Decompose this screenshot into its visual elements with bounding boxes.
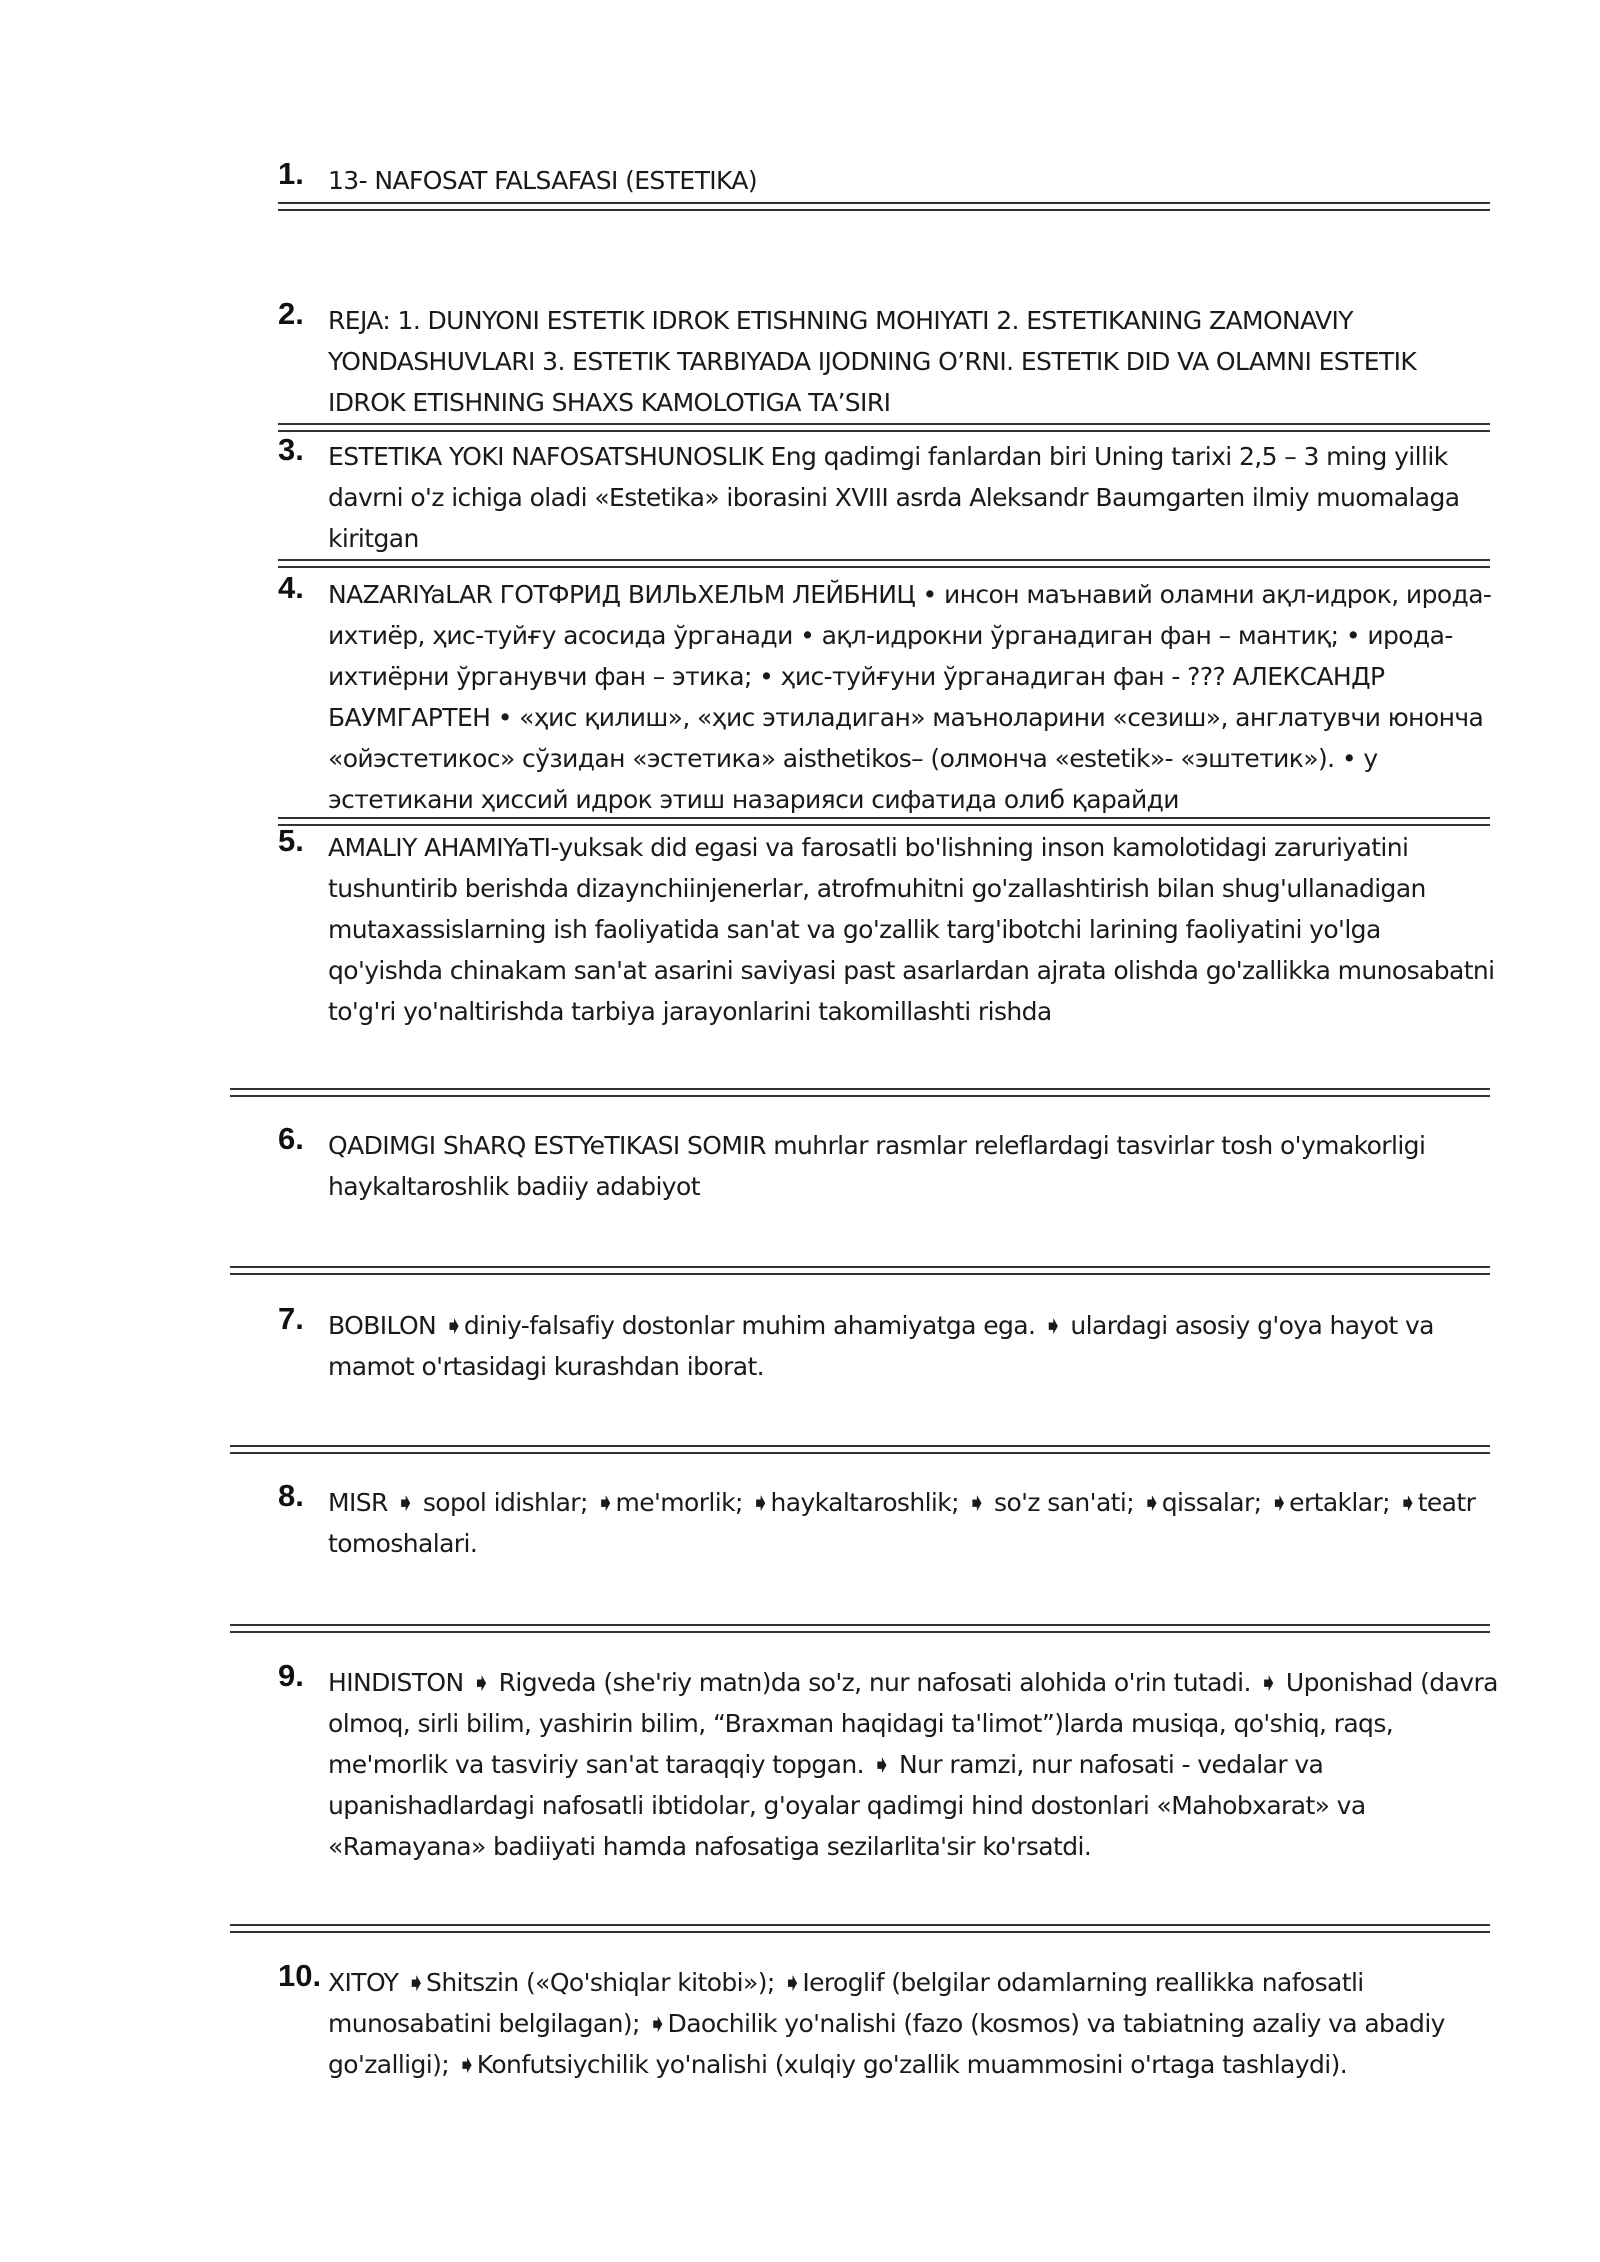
item-text: MISR ➧ sopol idishlar; ➧me'morlik; ➧haykaltaroshlik; ➧ so'z san'ati; ➧qissalar; ➧ertaklar; ➧teatr tomoshalari. [328, 1488, 1476, 1558]
divider [230, 1924, 1490, 1933]
divider [278, 817, 1490, 826]
list-item-7 [278, 1301, 1498, 1387]
item-number: 2. [278, 296, 304, 331]
item-text: NAZARIYaLAR ГОТФРИД ВИЛЬХЕЛЬМ ЛЕЙБНИЦ • инсон маънавий оламни ақл-идрок, ирода-ихтиёр, ҳис-туйғу асосида ўрганади • ақл-идрокни ўрганадиган фан – мантиқ; • ирода-ихтиёрни ўрганувчи фан – этика; • ҳис-туйғуни ўрганадиган фан - ??? АЛЕКСАНДР БАУМГАРТЕН • «ҳис қилиш», «ҳис этиладиган» маъноларини «сезиш», англатувчи юнонча «ойэстетикос» сўзидан «эстетика» aisthetikos– (олмонча «estetik»- «эштетик»). • у эстетикани ҳиссий идрок этиш назарияси сифатида олиб қарайди [328, 580, 1492, 814]
item-text: 13- NAFOSAT FALSAFASI (ESTETIKA) [328, 166, 758, 195]
item-number: 8. [278, 1478, 304, 1513]
item-text: ESTETIKA YOKI NAFOSATSHUNOSLIK Eng qadimgi fanlardan biri Uning tarixi 2,5 – 3 ming yillik davrni o'z ichiga oladi «Estetika» iborasini XVIII asrda Aleksandr Baumgarten ilmiy muomalaga kiritgan [328, 442, 1460, 553]
divider [278, 559, 1490, 568]
divider [230, 1266, 1490, 1275]
item-number: 10. [278, 1958, 322, 1993]
list-item-8 [278, 1478, 1498, 1564]
item-number: 9. [278, 1658, 304, 1693]
item-text: BOBILON ➧diniy-falsafiy dostonlar muhim ahamiyatga ega. ➧ ulardagi asosiy g'oya hayot va mamot o'rtasidagi kurashdan iborat. [328, 1311, 1434, 1381]
divider [278, 423, 1490, 432]
item-number: 3. [278, 432, 304, 467]
list-item-2 [278, 296, 1498, 423]
divider [230, 1445, 1490, 1454]
list-item-3 [278, 432, 1498, 559]
item-number: 1. [278, 156, 304, 191]
item-text: HINDISTON ➧ Rigveda (she'riy matn)da so'z, nur nafosati alohida o'rin tutadi. ➧ Uponishad (davra olmoq, sirli bilim, yashirin bilim, “Braxman haqidagi ta'limot”)larda musiqa, qo'shiq, raqs, me'morlik va tasviriy san'at taraqqiy topgan. ➧ Nur ramzi, nur nafosati - vedalar va upanishadlardagi nafosatli ibtidolar, g'oyalar qadimgi hind dostonlari «Mahobxarat» va «Ramayana» badiiyati hamda nafosatiga sezilarlita'sir ko'rsatdi. [328, 1668, 1498, 1861]
list-item-9 [278, 1658, 1498, 1867]
divider [278, 202, 1490, 211]
item-number: 4. [278, 570, 304, 605]
divider [230, 1088, 1490, 1097]
list-item-1 [278, 156, 1498, 201]
item-number: 7. [278, 1301, 304, 1336]
item-text: QADIMGI ShARQ ESTYeTIKASI SOMIR muhrlar rasmlar releflardagi tasvirlar tosh o'ymakorligi haykaltaroshlik badiiy adabiyot [328, 1131, 1426, 1201]
item-text: XITOY ➧Shitszin («Qo'shiqlar kitobi»); ➧Ieroglif (belgilar odamlarning reallikka nafosatli munosabatini belgilagan); ➧Daochilik yo'nalishi (fazo (kosmos) va tabiatning azaliy va abadiy go'zalligi); ➧Konfutsiychilik yo'nalishi (xulqiy go'zallik muammosini o'rtaga tashlaydi). [328, 1968, 1445, 2079]
divider [230, 1624, 1490, 1633]
item-text: AMALIY AHAMIYaTI-yuksak did egasi va farosatli bo'lishning inson kamolotidagi zaruriyatini tushuntirib berishda dizaynchiinjenerlar, atrofmuhitni go'zallashtirish bilan shug'ullanadigan mutaxassislarning ish faoliyatida san'at va go'zallik targ'ibotchi larining faoliyatini yo'lga qo'yishda chinakam san'at asarini saviyasi past asarlardan ajrata olishda go'zallikka munosabatni to'g'ri yo'naltirishda tarbiya jarayonlarini takomillashti rishda [328, 833, 1495, 1026]
item-number: 5. [278, 823, 304, 858]
list-item-10 [278, 1958, 1498, 2085]
item-number: 6. [278, 1121, 304, 1156]
list-item-5 [278, 823, 1498, 1032]
item-text: REJA: 1. DUNYONI ESTETIK IDROK ETISHNING MOHIYATI 2. ESTETIKANING ZAMONAVIY YONDASHUVLARI 3. ESTETIK TARBIYADA IJODNING O’RNI. ESTETIK DID VA OLAMNI ESTETIK IDROK ETISHNING SHAXS KAMOLOTIGA TA’SIRI [328, 306, 1417, 417]
list-item-6 [278, 1121, 1498, 1207]
list-item-4 [278, 570, 1498, 820]
